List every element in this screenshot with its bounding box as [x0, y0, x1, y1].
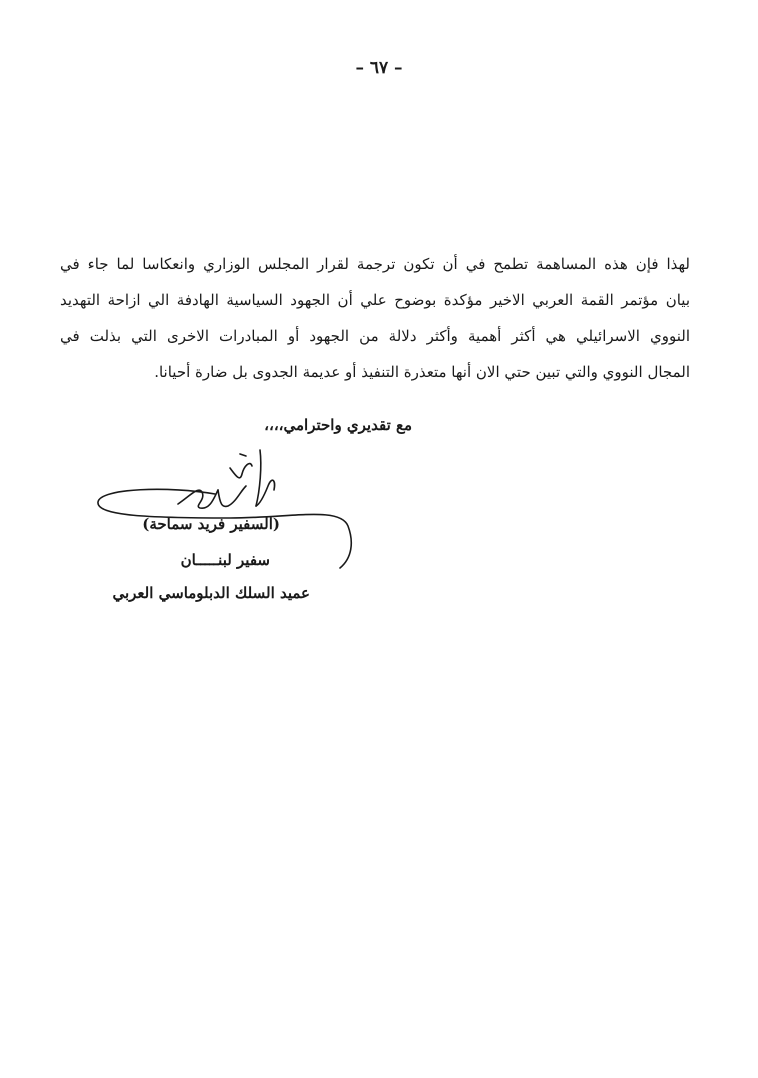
signatory-dean-title: عميد السلك الدبلوماسي العربي	[112, 584, 310, 602]
body-line: المجال النووي والتي تبين حتي الان أنها متعذرة التنفيذ أو عديمة الجدوى بل ضارة أحيانا.	[154, 363, 690, 381]
signatory-name: (السفير فريد سماحة)	[142, 515, 280, 533]
closing-salutation: مع تقديري واحترامي،،،،	[264, 416, 412, 434]
body-line: بيان مؤتمر القمة العربي الاخير مؤكدة بوضوح علي أن الجهود السياسية الهادفة الي ازاحة التهديد	[60, 291, 690, 309]
letter-body	[60, 246, 690, 390]
body-line: النووي الاسرائيلي هي أكثر أهمية وأكثر دلالة من الجهود أو المبادرات الاخرى التي بذلت في	[60, 327, 690, 345]
signatory-title: سفير لبنـــــان	[180, 551, 270, 569]
page-number: – ٦٧ –	[355, 58, 403, 78]
body-line: لهذا فإن هذه المساهمة تطمح في أن تكون ترجمة لقرار المجلس الوزاري وانعكاسا لما جاء في	[60, 255, 690, 273]
